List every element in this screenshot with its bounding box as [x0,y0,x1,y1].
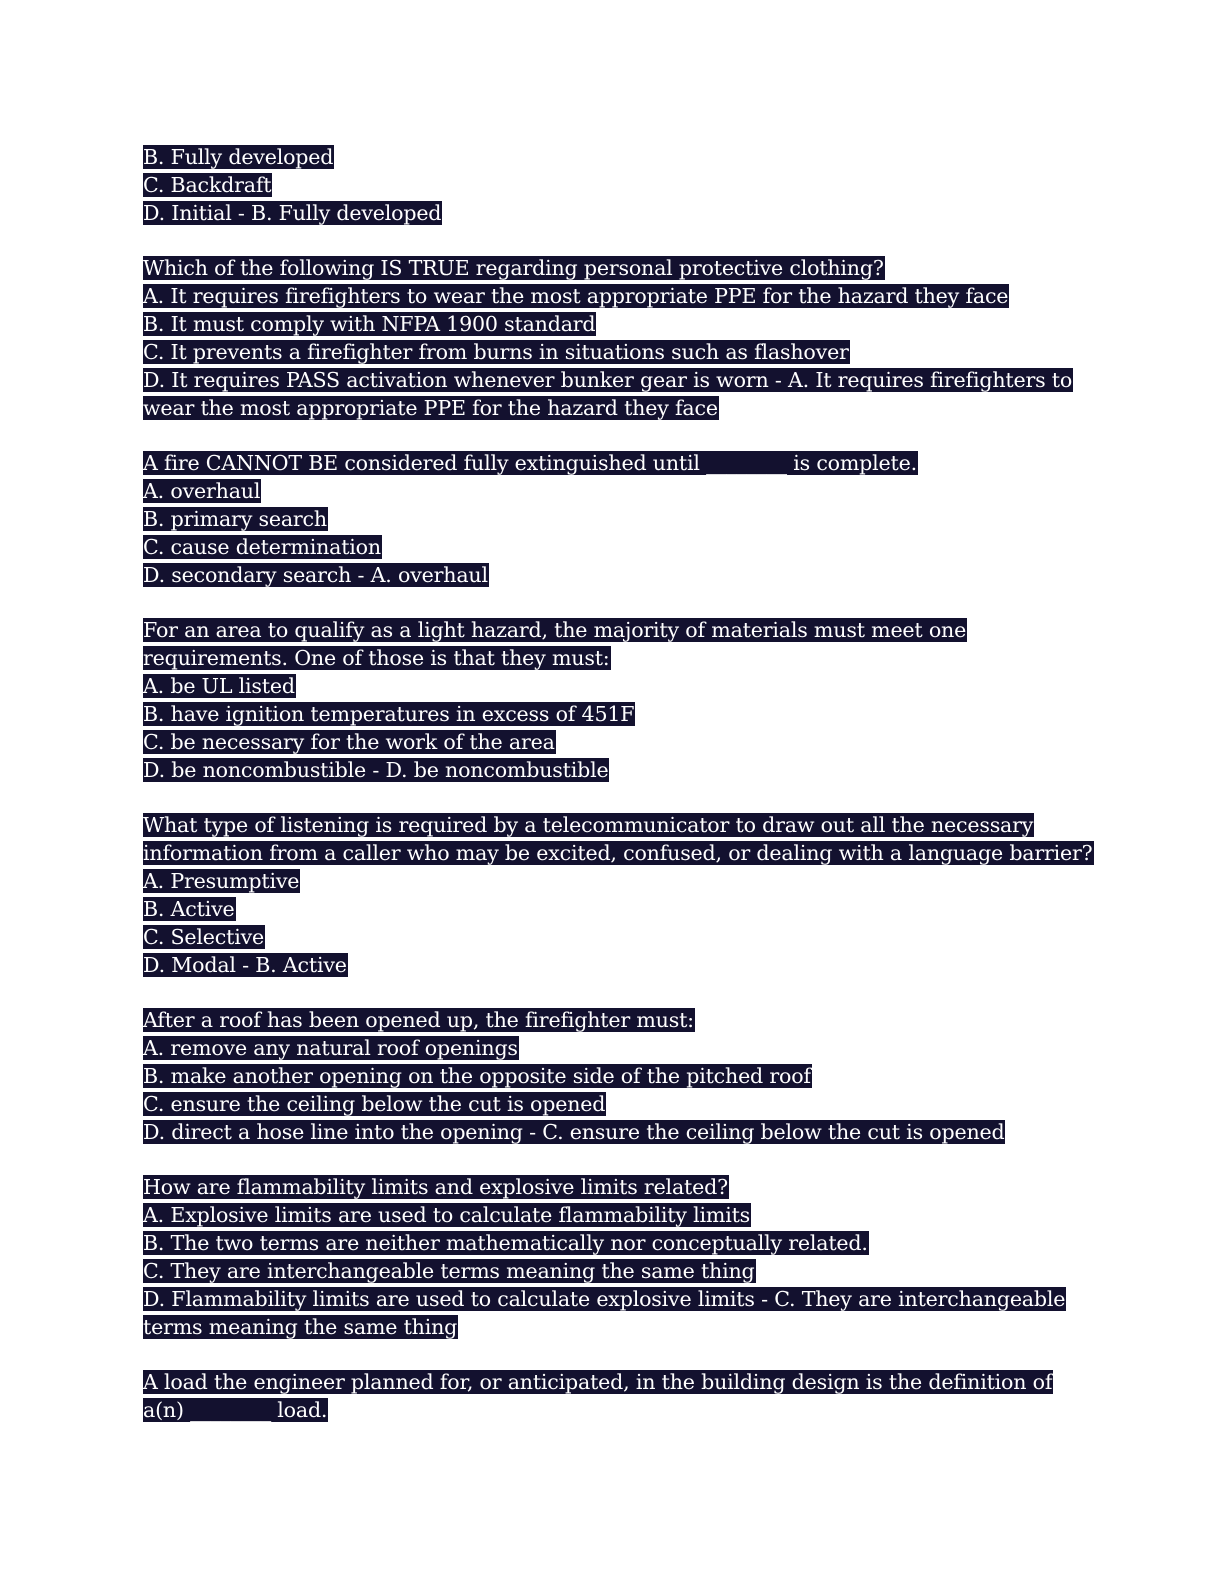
option-line [143,728,1083,756]
highlighted-text: Which of the following IS TRUE regarding personal protective clothing? [143,256,884,280]
highlighted-text: A fire CANNOT BE considered fully extinguished until ________ is complete. [143,451,917,475]
highlighted-text: B. The two terms are neither mathematically nor conceptually related. [143,1231,868,1255]
highlighted-text: How are flammability limits and explosive limits related? [143,1175,728,1199]
highlighted-text: D. direct a hose line into the opening - C. ensure the ceiling below the cut is opened [143,1120,1005,1144]
highlighted-text: C. ensure the ceiling below the cut is opened [143,1092,606,1116]
highlighted-text: information from a caller who may be excited, confused, or dealing with a language barrier? [143,841,1093,865]
option-line [143,672,1083,700]
answer-line [143,1313,1083,1341]
answer-line [143,199,1083,227]
option-line [143,171,1083,199]
question-block [143,449,1083,589]
answer-line [143,756,1083,784]
question-line [143,1368,1083,1396]
option-line [143,1034,1083,1062]
question-block [143,811,1093,979]
option-line [143,867,1083,895]
highlighted-text: A. It requires firefighters to wear the most appropriate PPE for the hazard they face [143,284,1009,308]
question-block [143,1173,1083,1341]
highlighted-text: D. It requires PASS activation whenever bunker gear is worn - A. It requires firefighters to [143,368,1073,392]
highlighted-text: A. remove any natural roof openings [143,1036,518,1060]
highlighted-text: C. Backdraft [143,173,272,197]
highlighted-text: B. Fully developed [143,145,334,169]
highlighted-text: What type of listening is required by a telecommunicator to draw out all the necessary [143,813,1034,837]
highlighted-text: C. cause determination [143,535,381,559]
option-line [143,143,1083,171]
option-line [143,923,1083,951]
highlighted-text: D. Modal - B. Active [143,953,347,977]
highlighted-text: B. primary search [143,507,327,531]
highlighted-text: D. Flammability limits are used to calculate explosive limits - C. They are interchangeable [143,1287,1066,1311]
answer-options-block [143,143,1083,227]
option-line [143,1062,1083,1090]
highlighted-text: requirements. One of those is that they must: [143,646,610,670]
highlighted-text: D. Initial - B. Fully developed [143,201,442,225]
question-line [143,644,1083,672]
option-line [143,895,1083,923]
answer-line [143,1285,1083,1313]
question-block [143,1006,1083,1146]
option-line [143,505,1083,533]
answer-line [143,366,1083,394]
option-line [143,338,1083,366]
highlighted-text: C. It prevents a firefighter from burns in situations such as flashover [143,340,849,364]
question-line [143,1006,1083,1034]
highlighted-text: a(n) ________ load. [143,1398,328,1422]
highlighted-text: For an area to qualify as a light hazard, the majority of materials must meet one [143,618,967,642]
option-line [143,282,1083,310]
highlighted-text: B. make another opening on the opposite side of the pitched roof [143,1064,811,1088]
highlighted-text: B. It must comply with NFPA 1900 standard [143,312,596,336]
question-line [143,839,1093,867]
option-line [143,1229,1083,1257]
question-block [143,1368,1083,1424]
option-line [143,700,1083,728]
option-line [143,1257,1083,1285]
highlighted-text: C. Selective [143,925,265,949]
question-block [143,254,1083,422]
highlighted-text: A. Presumptive [143,869,300,893]
question-line [143,811,1083,839]
question-line [143,449,1083,477]
highlighted-text: D. be noncombustible - D. be noncombustible [143,758,609,782]
highlighted-text: A. Explosive limits are used to calculate flammability limits [143,1203,751,1227]
highlighted-text: A. overhaul [143,479,261,503]
highlighted-text: After a roof has been opened up, the firefighter must: [143,1008,694,1032]
question-line [143,1396,1083,1424]
answer-line [143,951,1083,979]
option-line [143,1090,1083,1118]
document-page [143,143,1093,1451]
highlighted-text: D. secondary search - A. overhaul [143,563,488,587]
highlighted-text: A. be UL listed [143,674,295,698]
highlighted-text: wear the most appropriate PPE for the hazard they face [143,396,718,420]
highlighted-text: terms meaning the same thing [143,1315,458,1339]
option-line [143,1201,1083,1229]
option-line [143,533,1083,561]
answer-line [143,561,1083,589]
option-line [143,477,1083,505]
question-line [143,254,1083,282]
highlighted-text: A load the engineer planned for, or anticipated, in the building design is the definition of [143,1370,1053,1394]
question-line [143,616,1083,644]
question-block [143,616,1083,784]
option-line [143,310,1083,338]
highlighted-text: B. have ignition temperatures in excess of 451F [143,702,635,726]
answer-line [143,394,1083,422]
highlighted-text: C. be necessary for the work of the area [143,730,555,754]
highlighted-text: B. Active [143,897,235,921]
answer-line [143,1118,1083,1146]
question-line [143,1173,1083,1201]
highlighted-text: C. They are interchangeable terms meaning the same thing [143,1259,755,1283]
